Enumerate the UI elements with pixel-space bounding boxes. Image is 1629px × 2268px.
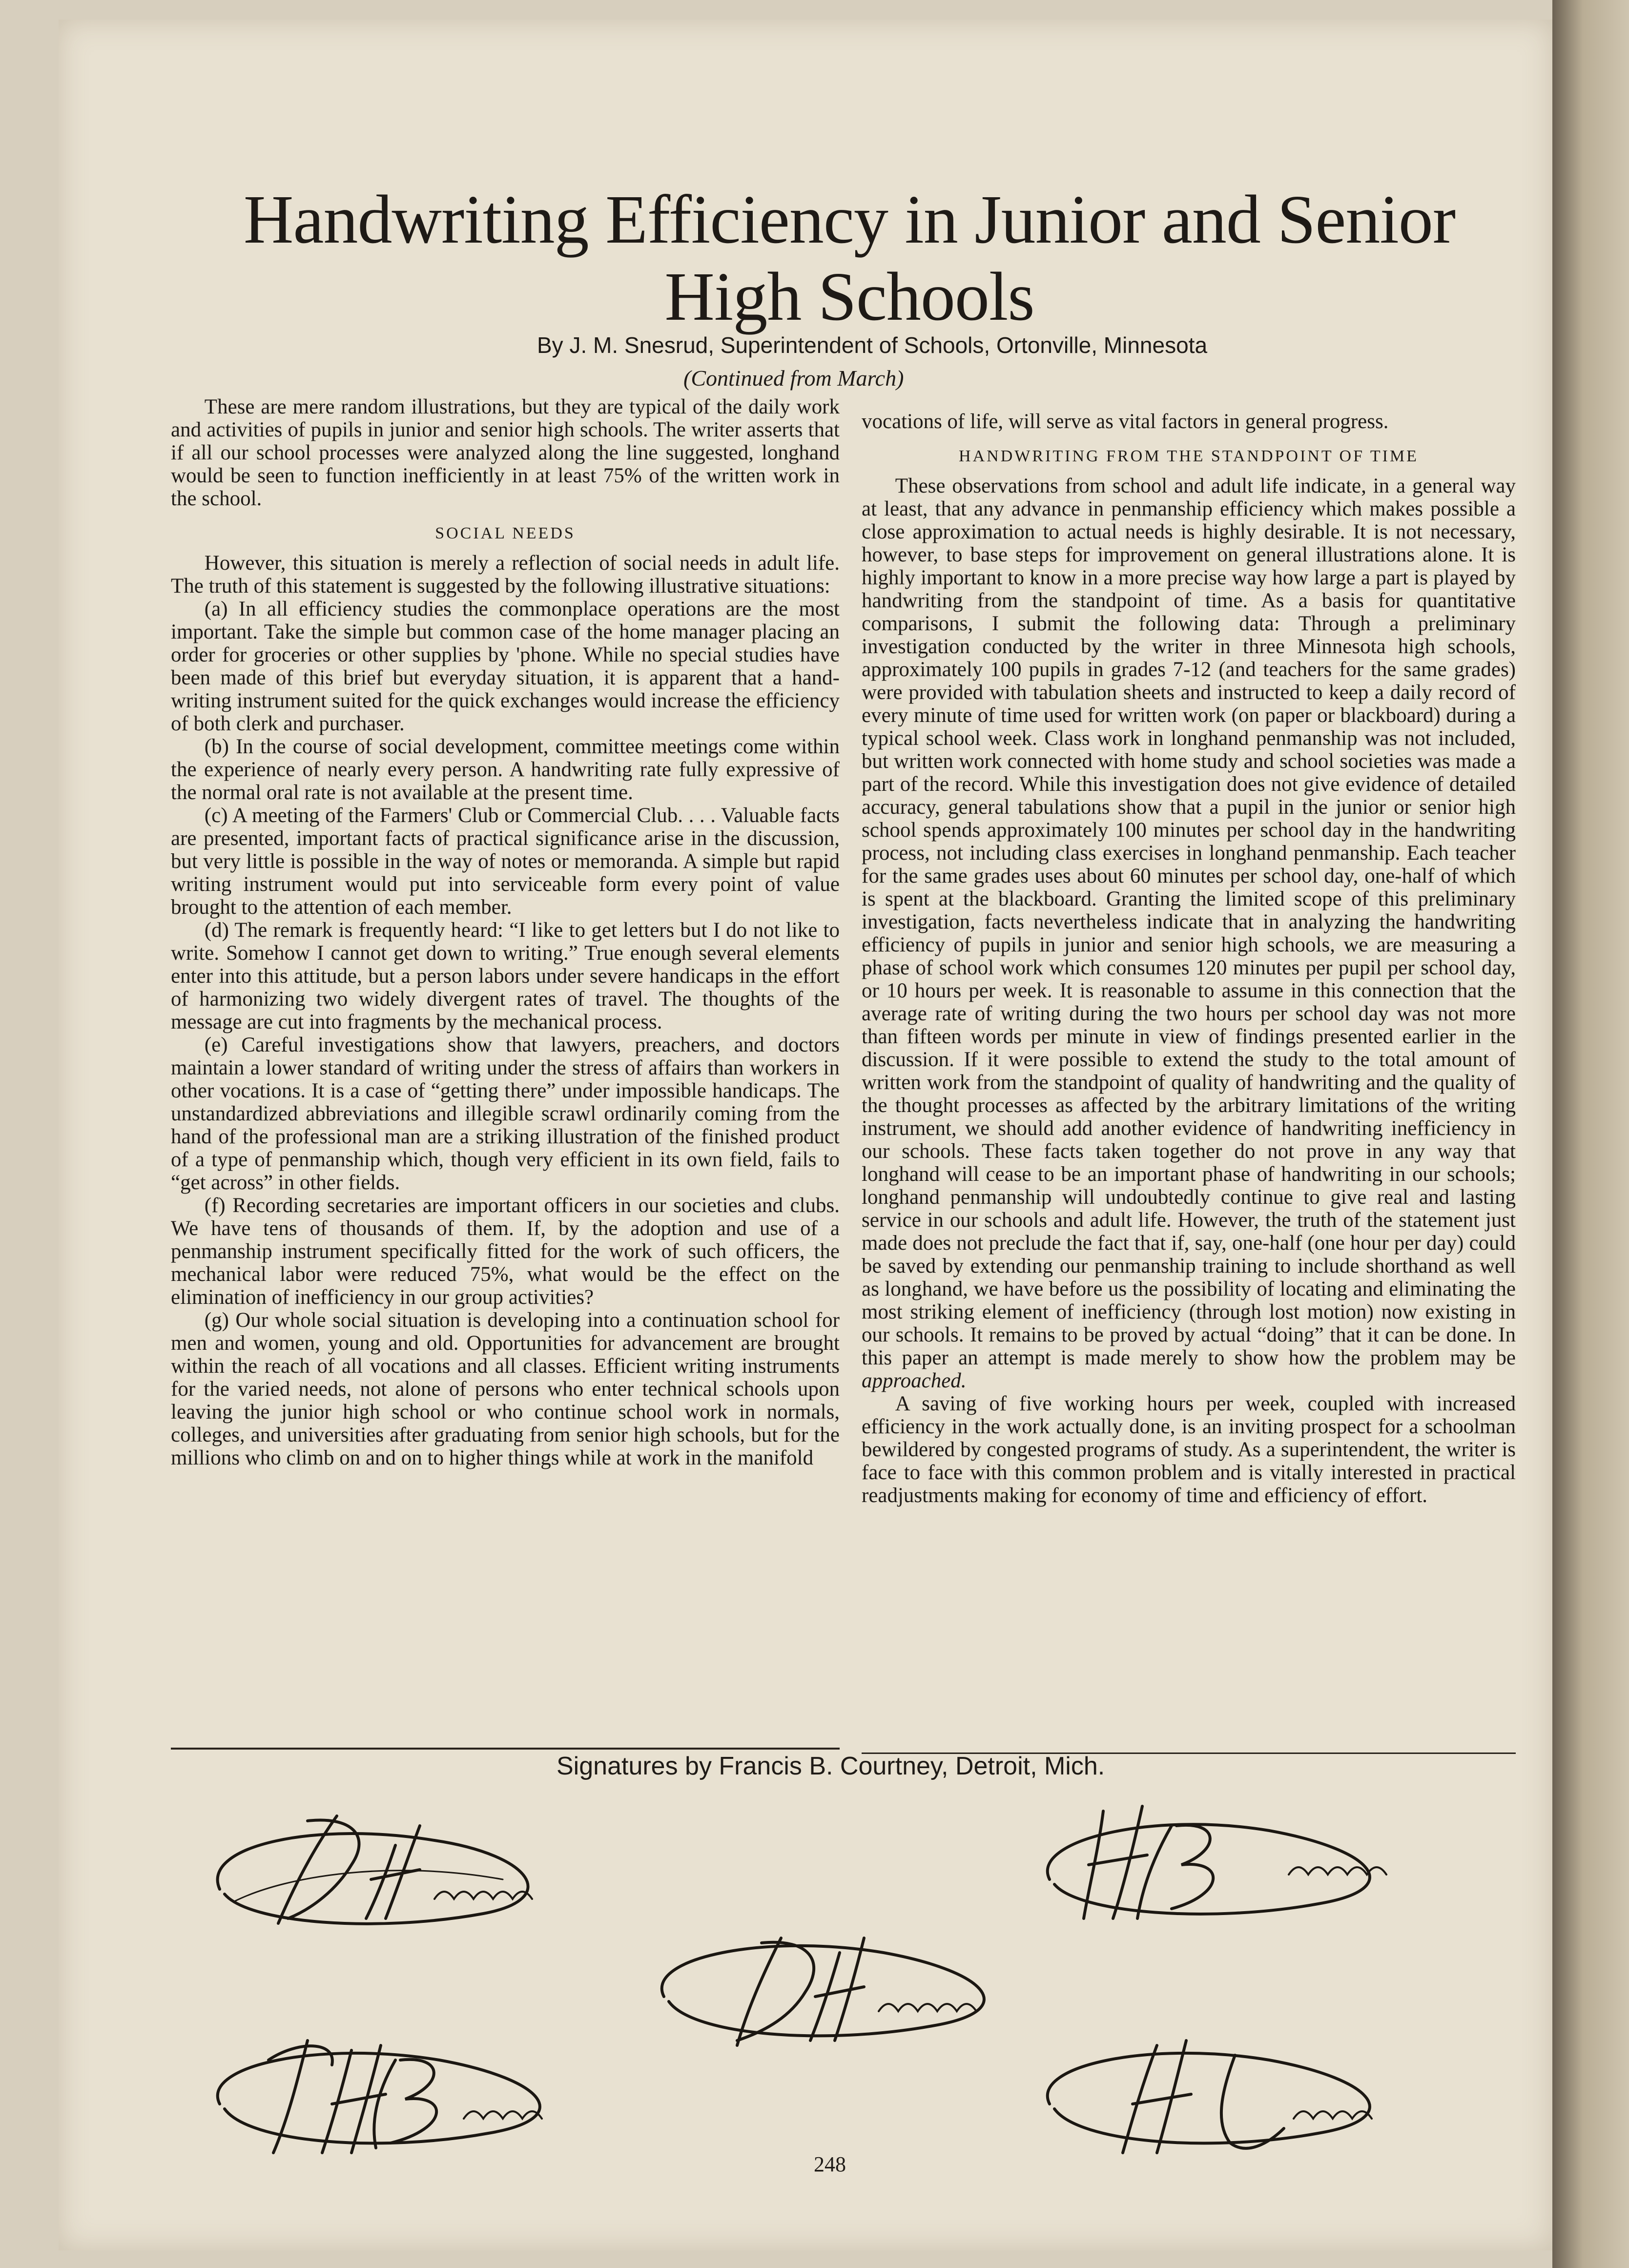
paragraph-continuation: vocations of life, will serve as vital factors in general progress. bbox=[862, 410, 1389, 433]
paragraph-c: (c) A meeting of the Farmers' Club or Commercial Club. . . . Valuable facts are presented, important facts of practical significance arise in the discussion, but very little is possible in the way of notes or memoranda. A simple but rapid writing instrument would put into serviceable form every point of value brought to the attention of each member. bbox=[171, 804, 840, 919]
paragraph-intro: These are mere random illustrations, but they are typical of the daily work and activities of pupils in junior and senior high schools. The writer asserts that if all our school processes were analyzed along the line suggested, longhand would be seen to function inefficiently in at least 75% of the written work in the school. bbox=[171, 395, 840, 510]
paragraph-time-1 bbox=[862, 474, 1516, 1392]
section-heading-time: HANDWRITING FROM THE STANDPOINT OF TIME bbox=[959, 447, 1419, 465]
paragraph-a: (a) In all efficiency studies the commonplace operations are the most important. Take the simple but common case of the home manager placing an order for groceries or other supplies by 'phone. While no special studies have been made of this brief but everyday situation, it is apparent that a hand-writing instrument suited for the quick exchanges would increase the efficiency of both clerk and purchaser. bbox=[171, 598, 840, 735]
signatures-heading: Signatures by Francis B. Courtney, Detroit, Mich. bbox=[557, 1752, 1105, 1780]
paragraph-time-2: A saving of five working hours per week, coupled with increased efficiency in the work actually done, is an inviting prospect for a schoolman bewildered by congested programs of study. As a superintendent, the writer is face to face with this common problem and is vitally interested in practical readjustments making for economy of time and efficiency of effort. bbox=[862, 1392, 1516, 1507]
signature-hinnert bbox=[635, 1904, 1074, 2065]
paragraph-e: (e) Careful investigations show that lawyers, preachers, and doctors maintain a lower standard of writing under the stress of affairs than workers in other vocations. It is a case of “getting there” under impossible handicaps. The unstandardized abbreviations and illegible scrawl ordinarily coming from the hand of the professional man are a striking illustration of the finished product of a type of penmanship which, though very efficient in its own field, fails to “get across” in other fields. bbox=[171, 1033, 840, 1194]
paragraph-social-needs: However, this situation is merely a reflection of social needs in adult life. The truth of this statement is suggested by the following illustrative situations: bbox=[171, 552, 840, 598]
paragraph-time-1-text: These observations from school and adult life indicate, in a general way at least, that any advance in penmanship efficiency which makes possible a close approximation to actual needs is highly desirable. It is not necessary, however, to base steps for improvement on general illustrations alone. It is highly important to know in a more precise way how large a part is played by handwriting from the standpoint of time. As a basis for quantitative comparisons, I submit the following data: Through a preliminary investigation conducted by the writer in three Minnesota high schools, approximately 100 pupils in grades 7-12 (and teachers for the same grades) were provided with tabulation sheets and instructed to keep a daily record of every minute of time used for written work (on paper or blackboard) during a typical school week. Class work in longhand penmanship was not included, but written work connected with home study and school societies was made a part of the record. While this investigation does not give evidence of detailed accuracy, general tabulations show that a pupil in the junior or senior high school spends approximately 100 minutes per school day in the handwriting process, not including class exercises in longhand penmanship. Each teacher for the same grades uses about 60 minutes per school day, one-half of which is spent at the blackboard. Granting the limited scope of this preliminary investigation, facts nevertheless indicate that in analyzing the handwriting efficiency of pupils in junior and senior high schools, we are measuring a phase of school work which consumes 120 minutes per pupil per school day, or 10 hours per week. It is reasonable to assume in this connection that the average rate of writing during the two hours per school day was not more than fifteen words per minute in view of findings presented earlier in the discussion. If it were possible to extend the study to the total amount of written work from the standpoint of quality of handwriting and the quality of the thought processes as affected by the arbitrary limitations of the writing instrument, we should add another evidence of handwriting inefficiency in our schools. These facts taken together do not prove in any way that longhand will cease to be an important phase of handwriting in our schools; longhand penmanship will undoubtedly continue to give real and lasting service in our schools and adult life. However, the truth of the statement just made does not preclude the fact that if, say, one-half (one hour per day) could be saved by extending our penmanship training to include shorthand as well as longhand, we have before us the possibility of locating and eliminating the most striking element of inefficiency (through lost motion) now existing in our schools. It remains to be proved by actual “doing” that it can be done. In this paper an attempt is made merely to show how the problem may be bbox=[862, 474, 1516, 1369]
page-gutter bbox=[1552, 0, 1629, 2268]
signature-barton bbox=[1015, 1782, 1455, 1943]
paragraph-f: (f) Recording secretaries are important officers in our societies and clubs. We have tens of thousands of them. If, by the adoption and use of a penmanship instrument specifically fitted for the work of such officers, the mechanical labor were reduced 75%, what would be the effect on the elimination of inefficiency in our group activities? bbox=[171, 1194, 840, 1309]
paragraph-time-1-italic: approached. bbox=[862, 1369, 967, 1392]
signature-homert bbox=[190, 1787, 630, 1948]
signature-bittner bbox=[190, 2011, 630, 2172]
article-byline: By J. M. Snesrud, Superintendent of Schools, Ortonville, Minnesota bbox=[537, 332, 1208, 358]
continued-note: (Continued from March) bbox=[683, 366, 904, 391]
right-column bbox=[862, 410, 1516, 1507]
signature-larkin bbox=[1020, 2011, 1460, 2172]
paragraph-b: (b) In the course of social development, committee meetings come within the experience of nearly every person. A handwriting rate fully expressive of the normal oral rate is not available at the present time. bbox=[171, 735, 840, 804]
column-rule-left bbox=[171, 1748, 840, 1750]
paragraph-d: (d) The remark is frequently heard: “I like to get letters but I do not like to write. Somehow I cannot get down to writing.” True enough several elements enter into this attitude, but a person labors under severe handicaps in the effort of harmonizing two widely divergent rates of travel. The thoughts of the message are cut into fragments by the mechanical process. bbox=[171, 919, 840, 1033]
page-number: 248 bbox=[814, 2152, 846, 2176]
paragraph-g: (g) Our whole social situation is developing into a continuation school for men and women, young and old. Opportunities for advancement are brought within the reach of all vocations and all classes. Efficient writing instruments for the varied needs, not alone of persons who enter technical schools upon leaving the junior high school or who continue school work in normals, colleges, and universities after graduating from senior high schools, but for the millions who climb on and on to higher things while at work in the manifold bbox=[171, 1309, 840, 1469]
section-heading-social-needs: SOCIAL NEEDS bbox=[435, 524, 576, 542]
article-title: Handwriting Efficiency in Junior and Senior High Schools bbox=[243, 181, 1456, 335]
left-column bbox=[171, 395, 840, 1469]
